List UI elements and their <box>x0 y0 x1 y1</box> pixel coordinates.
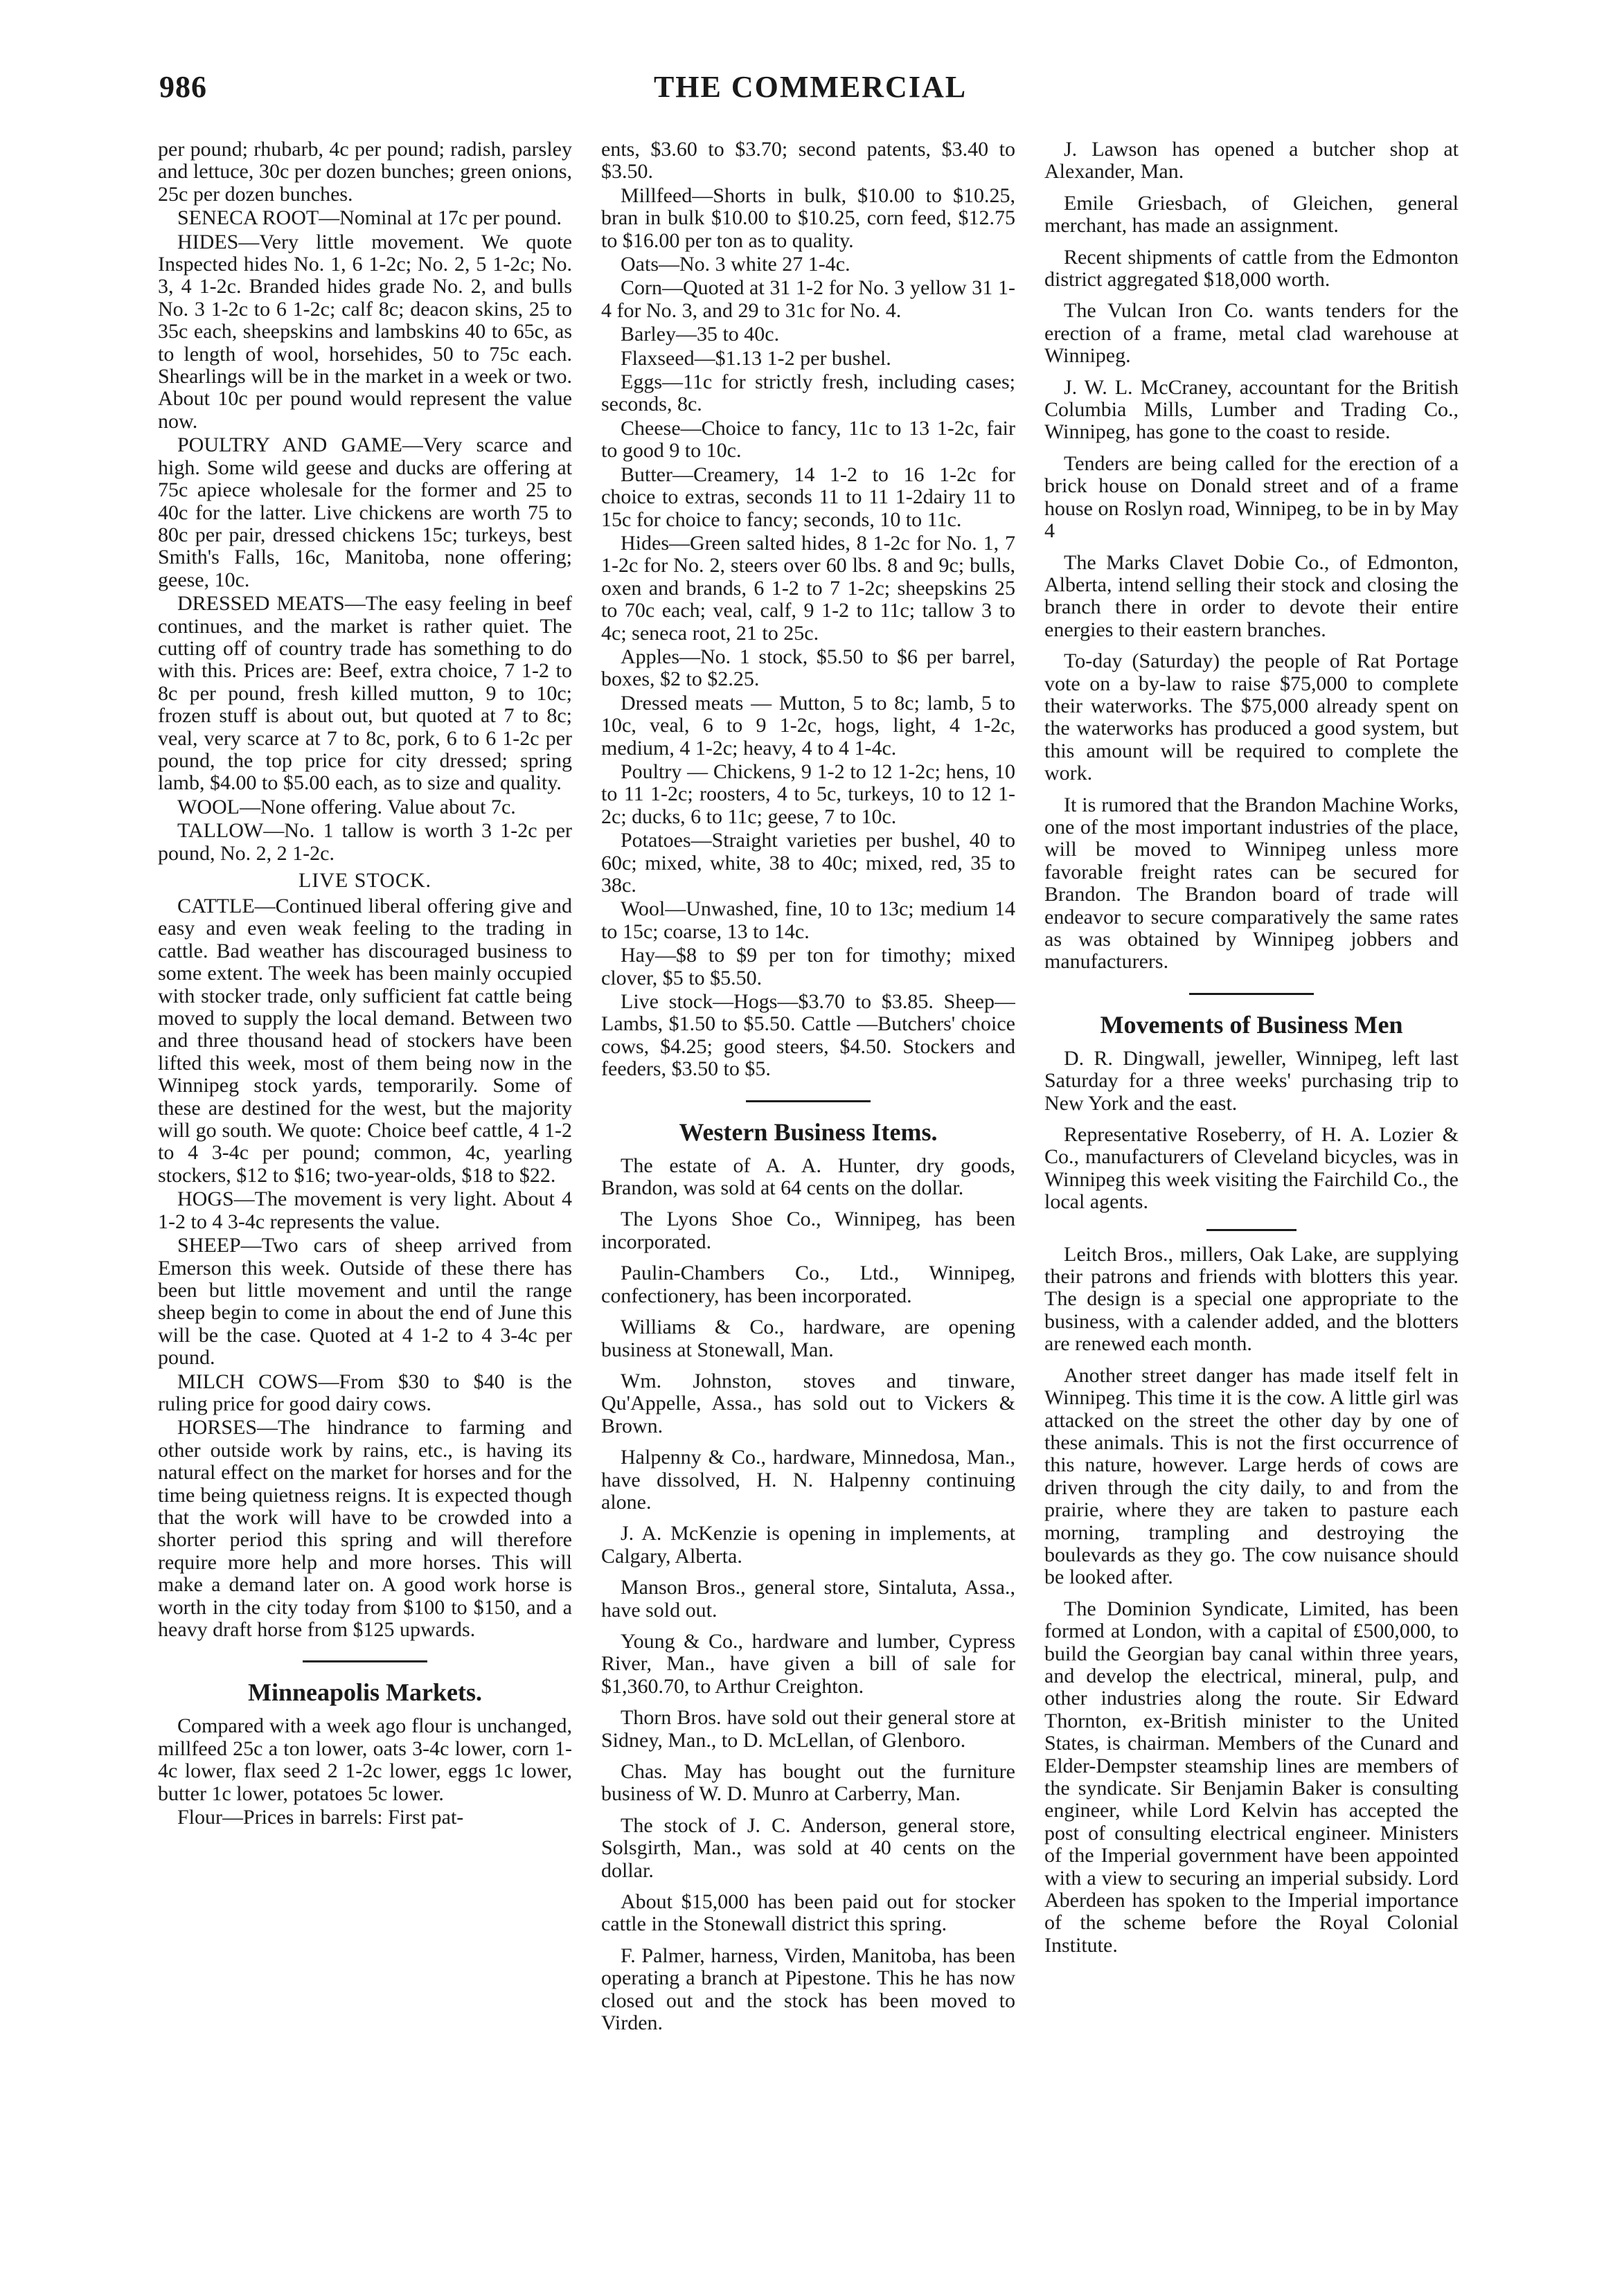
news-item: D. R. Dingwall, jeweller, Winnipeg, left last Saturday for a three weeks' purchasing trip to New York and the east. <box>1044 1046 1459 1115</box>
news-item: F. Palmer, harness, Virden, Manitoba, has been operating a branch at Pipestone. This he has now closed out and the stock has been moved to Virden. <box>601 1944 1015 2035</box>
news-item: The Lyons Shoe Co., Winnipeg, has been incorporated. <box>601 1208 1015 1253</box>
market-paragraph: Corn—Quoted at 31 1-2 for No. 3 yellow 31 1-4 for No. 3, and 29 to 31c for No. 4. <box>601 276 1015 322</box>
news-item: Wm. Johnston, stoves and tinware, Qu'Appelle, Assa., has sold out to Vickers & Brown. <box>601 1369 1015 1437</box>
page-header <box>159 69 1461 125</box>
news-item: Leitch Bros., millers, Oak Lake, are supplying their patrons and friends with blotters this year. The design is a special one appropriate to the business, with a calender added, and the blotters are renewed each month. <box>1044 1242 1459 1356</box>
live-stock-subheading: LIVE STOCK. <box>298 869 432 892</box>
market-paragraph: Butter—Creamery, 14 1-2 to 16 1-2c for choice to extras, seconds 11 to 11 1-2dairy 11 to 15c for choice to fancy; seconds, 10 to 11c. <box>601 463 1015 531</box>
market-paragraph: SENECA ROOT—Nominal at 17c per pound. <box>177 206 562 230</box>
market-paragraph: Flaxseed—$1.13 1-2 per bushel. <box>621 346 891 370</box>
news-item: Representative Roseberry, of H. A. Lozier & Co., manufacturers of Cleveland bicycles, was in Winnipeg this week visiting the Fairchild Co., the local agents. <box>1044 1123 1459 1214</box>
market-paragraph: SHEEP—Two cars of sheep arrived from Emerson this week. Outside of these there has been but little movement and until the range sheep begin to come in about the end of June this will be the case. Quoted at 4 1-2 to 4 3-4c per pound. <box>158 1234 572 1370</box>
news-item: To-day (Saturday) the people of Rat Portage vote on a by-law to raise $75,000 to complete their waterworks. The $75,000 already spent on the waterworks has produced a good system, but this amount will be required to complete the work. <box>1044 649 1459 785</box>
market-paragraph: WOOL—None offering. Value about 7c. <box>177 795 516 818</box>
market-paragraph: TALLOW—No. 1 tallow is worth 3 1-2c per pound, No. 2, 2 1-2c. <box>158 819 572 865</box>
news-item: J. A. McKenzie is opening in implements, at Calgary, Alberta. <box>601 1522 1015 1568</box>
market-paragraph: Barley—35 to 40c. <box>621 323 780 346</box>
market-paragraph: DRESSED MEATS—The easy feeling in beef continues, and the market is rather quiet. The cutting off of country trade has something to do with this. Prices are: Beef, extra choice, 7 1-2 to 8c per pound, fresh killed mutton, 9 to 10c; frozen stuff is about out, but quoted at 7 to 8c; veal, very scarce at 7 to 8c, pork, 6 to 6 1-2c per pound, the top price for city dressed; spring lamb, $4.00 to $5.00 each, as to size and quality. <box>158 592 572 795</box>
market-paragraph: Flour—Prices in barrels: First pat- <box>177 1806 464 1829</box>
market-paragraph: MILCH COWS—From $30 to $40 is the ruling price for good dairy cows. <box>158 1370 572 1415</box>
market-paragraph: Millfeed—Shorts in bulk, $10.00 to $10.25, bran in bulk $10.00 to $10.25, corn feed, $12.75 to $16.00 per ton as to quality. <box>601 183 1015 252</box>
news-item: Manson Bros., general store, Sintaluta, Assa., have sold out. <box>601 1576 1015 1622</box>
news-item: About $15,000 has been paid out for stocker cattle in the Stonewall district this spring. <box>601 1890 1015 1936</box>
news-item: J. Lawson has opened a butcher shop at Alexander, Man. <box>1044 138 1459 183</box>
publication-title: THE COMMERCIAL <box>653 70 968 104</box>
market-paragraph: POULTRY AND GAME—Very scarce and high. Some wild geese and ducks are offering at 75c apiece wholesale for the former and 25 to 40c for the latter. Live chickens are worth 75 to 80c per pair, dressed chickens 15c; turkeys, best Smith's Falls, 16c, Manitoba, none offering; geese, 10c. <box>158 433 572 591</box>
column-2 <box>601 138 1015 2278</box>
news-item: Williams & Co., hardware, are opening business at Stonewall, Man. <box>601 1316 1015 1361</box>
page-number: 986 <box>159 70 207 104</box>
news-item: The estate of A. A. Hunter, dry goods, Brandon, was sold at 64 cents on the dollar. <box>601 1154 1015 1200</box>
news-item: Halpenny & Co., hardware, Minnedosa, Man., have dissolved, H. N. Halpenny continuing alone. <box>601 1446 1015 1514</box>
news-item: It is rumored that the Brandon Machine Works, one of the most important industries of the place, will be moved to Winnipeg unless more favorable freight rates can be secured for Brandon. The Brandon board of trade will endeavor to secure comparatively the same rates as was obtained by Winnipeg jobbers and manufacturers. <box>1044 793 1459 974</box>
market-paragraph: ents, $3.60 to $3.70; second patents, $3.40 to $3.50. <box>601 138 1015 183</box>
section-divider <box>303 1660 427 1662</box>
market-paragraph: Oats—No. 3 white 27 1-4c. <box>621 253 850 276</box>
market-paragraph: Apples—No. 1 stock, $5.50 to $6 per barrel, boxes, $2 to $2.25. <box>601 645 1015 691</box>
news-item: J. W. L. McCraney, accountant for the British Columbia Mills, Lumber and Trading Co., Winnipeg, has gone to the coast to reside. <box>1044 375 1459 444</box>
western-items-continued <box>1044 138 1459 974</box>
market-paragraph: Eggs—11c for strictly fresh, including cases; seconds, 8c. <box>601 370 1015 416</box>
news-item: Tenders are being called for the erection of a brick house on Donald street and of a frame house on Roslyn road, Winnipeg, to be in by May 4 <box>1044 451 1459 543</box>
market-paragraph: CATTLE—Continued liberal offering give and easy and even weak feeling to the trading in cattle. Bad weather has discouraged business to some extent. The week has been mainly occupied with stocker trade, only sufficient fat cattle being moved to supply the local demand. Between two and three thousand head of stockers have been lifted this week, most of them being now in the Winnipeg stock yards, temporarily. Some of these are destined for the west, but the majority will go south. We quote: Choice beef cattle, 4 1-2 to 4 3-4c per pound; common, 4c, yearling stockers, $12 to $16; two-year-olds, $18 to $22. <box>158 895 572 1187</box>
general-items-list <box>1044 1244 1459 1957</box>
market-paragraph: Hay—$8 to $9 per ton for timothy; mixed clover, $5 to $5.50. <box>601 944 1015 989</box>
movements-of-business-men-heading: Movements of Business Men <box>1100 1010 1403 1039</box>
news-item: Another street danger has made itself felt in Winnipeg. This time it is the cow. A little girl was attacked on the street the other day by one of these animals. This is not the first occurrence of this nature, however. Large herds of cows are driven through the city daily, to and from the prairie, where they are taken to pasture each morning, trampling and destroying the boulevards as they go. The cow nuisance should be looked after. <box>1044 1363 1459 1589</box>
news-item: Emile Griesbach, of Gleichen, general merchant, has made an assignment. <box>1044 191 1459 237</box>
column-1 <box>158 138 572 2278</box>
western-business-items-heading: Western Business Items. <box>679 1118 938 1146</box>
news-item: Young & Co., hardware and lumber, Cypress River, Man., have given a bill of sale for $1,360.70, to Arthur Creighton. <box>601 1629 1015 1698</box>
market-paragraph: Wool—Unwashed, fine, 10 to 13c; medium 14 to 15c; coarse, 13 to 14c. <box>601 897 1015 943</box>
market-paragraph: HIDES—Very little movement. We quote Inspected hides No. 1, 6 1-2c; No. 2, 5 1-2c; No. 3, 4 1-2c. Branded hides grade No. 2, and bulls No. 3 1-2c to 6 1-2c; calf 8c; deacon skins, 25 to 35c each, sheepskins and lambskins 40 to 65c, as to length of wool, horsehides, 50 to 75c each. Shearlings will be in the market in a week or two. About 10c per pound would represent the value now. <box>158 230 572 433</box>
minneapolis-markets-heading: Minneapolis Markets. <box>248 1678 482 1707</box>
market-paragraph: per pound; rhubarb, 4c per pound; radish, parsley and lettuce, 30c per dozen bunches; green onions, 25c per dozen bunches. <box>158 138 572 206</box>
western-items-list <box>601 1155 1015 2035</box>
market-paragraph: Hides—Green salted hides, 8 1-2c for No. 1, 7 1-2c for No. 2, steers over 60 lbs. 8 and 9c; bulls, oxen and brands, 6 1-2 to 7 1-2c; sheepskins 25 to 70c each; veal, calf, 9 1-2 to 11c; tallow 3 to 4c; seneca root, 21 to 25c. <box>601 531 1015 645</box>
news-item: Paulin-Chambers Co., Ltd., Winnipeg, confectionery, has been incorporated. <box>601 1262 1015 1307</box>
market-paragraph: Potatoes—Straight varieties per bushel, 40 to 60c; mixed, white, 38 to 40c; mixed, red, 35 to 38c. <box>601 829 1015 897</box>
market-paragraph: Cheese—Choice to fancy, 11c to 13 1-2c, fair to good 9 to 10c. <box>601 416 1015 463</box>
news-item: Chas. May has bought out the furniture business of W. D. Munro at Carberry, Man. <box>601 1760 1015 1806</box>
market-paragraph: Live stock—Hogs—$3.70 to $3.85. Sheep—Lambs, $1.50 to $5.50. Cattle —Butchers' choice cows, $4.25; good steers, $4.50. Stockers and feeders, $3.50 to $5. <box>601 990 1015 1081</box>
column-3 <box>1044 138 1459 2278</box>
section-divider <box>746 1100 871 1102</box>
news-item: The Marks Clavet Dobie Co., of Edmonton, Alberta, intend selling their stock and closing the branch there in order to devote their entire energies to their eastern branches. <box>1044 550 1459 641</box>
market-paragraph: Dressed meats — Mutton, 5 to 8c; lamb, 5 to 10c, veal, 6 to 9 1-2c, hogs, light, 4 1-2c, medium, 4 1-2c; heavy, 4 to 4 1-4c. <box>601 691 1015 760</box>
news-item: Thorn Bros. have sold out their general store at Sidney, Man., to D. McLellan, of Glenboro. <box>601 1706 1015 1752</box>
section-divider <box>1189 993 1314 995</box>
market-paragraph: HORSES—The hindrance to farming and other outside work by rains, etc., is having its natural effect on the market for horses and for the time being quietness reigns. It is expected though that the work will have to be crowded into a shorter period this spring and will therefore require more help and more horses. This will make a demand later on. A good work horse is worth in the city today from $100 to $150, and a heavy draft horse from $125 upwards. <box>158 1416 572 1641</box>
movements-list <box>1044 1048 1459 1214</box>
news-item: The Vulcan Iron Co. wants tenders for the erection of a frame, metal clad warehouse at Winnipeg. <box>1044 299 1459 368</box>
news-item: The stock of J. C. Anderson, general store, Solsgirth, Man., was sold at 40 cents on the dollar. <box>601 1813 1015 1882</box>
market-paragraph: Compared with a week ago flour is unchanged, millfeed 25c a ton lower, oats 3-4c lower, corn 1-4c lower, flax seed 2 1-2c lower, eggs 1c lower, butter 1c lower, potatoes 5c lower. <box>158 1714 572 1805</box>
market-paragraph: Poultry — Chickens, 9 1-2 to 12 1-2c; hens, 10 to 11 1-2c; roosters, 4 to 5c, turkeys, 10 to 12 1-2c; ducks, 6 to 11c; geese, 7 to 10c. <box>601 760 1015 828</box>
market-paragraph: HOGS—The movement is very light. About 4 1-2 to 4 3-4c represents the value. <box>158 1187 572 1233</box>
news-item: Recent shipments of cattle from the Edmonton district aggregated $18,000 worth. <box>1044 245 1459 292</box>
news-item: The Dominion Syndicate, Limited, has been formed at London, with a capital of £500,000, to build the Georgian bay canal within three years, and develop the electrical, mineral, pulp, and other industries along the route. Sir Edward Thornton, ex-British minister to the United States, is chairman. Members of the Cunard and Elder-Dempster steamship lines are members of the syndicate. Sir Benjamin Baker is consulting engineer, while Lord Kelvin has accepted the post of consulting electrical engineer. Ministers of the Imperial government have been appointed with a view to securing an imperial subsidy. Lord Aberdeen has spoken to the Imperial importance of the scheme before the Royal Colonial Institute. <box>1044 1597 1459 1957</box>
section-divider <box>1206 1229 1296 1231</box>
